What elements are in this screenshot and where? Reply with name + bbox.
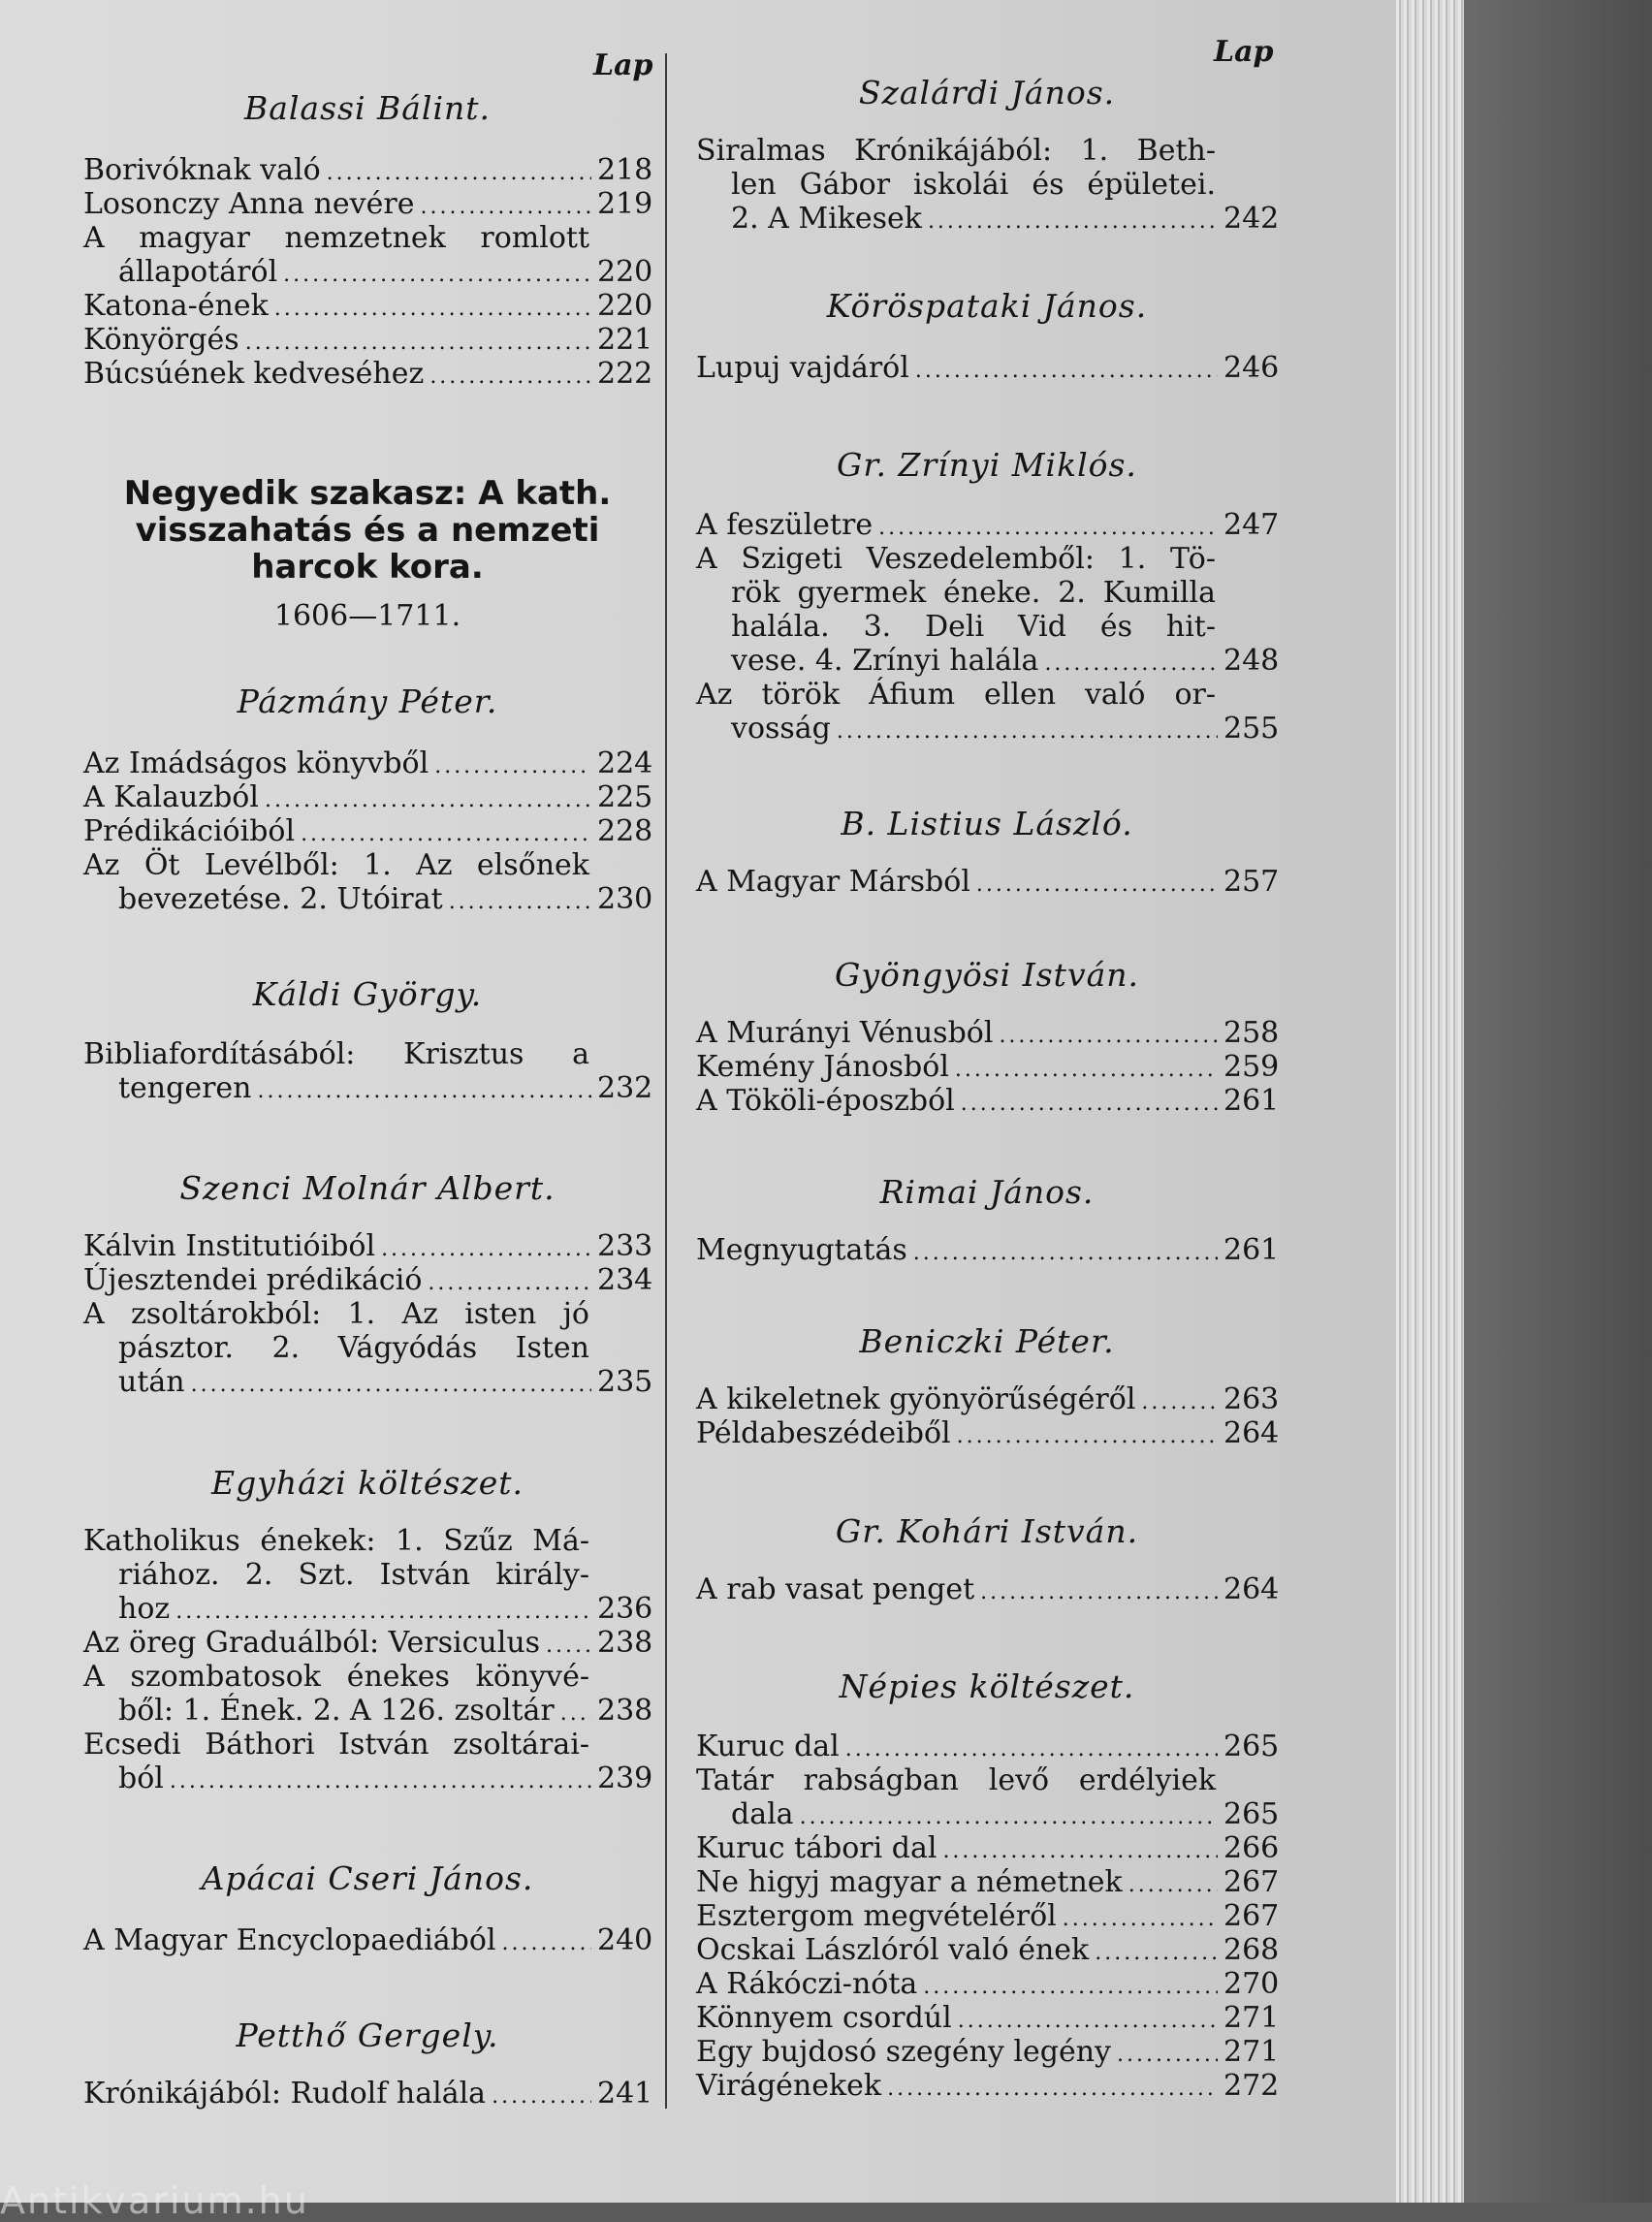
book-gutter (1464, 0, 1652, 2203)
toc-entry: Prédikációiból ..... 228 (83, 814, 651, 851)
section-years: 1606—1711. (273, 599, 461, 633)
author-heading: Balassi Bálint. (243, 89, 492, 127)
toc-entry: Kálvin Institutióiból ..... 233 (83, 1229, 651, 1266)
toc-entry: A szombatosok énekes könyvé- ből: 1. Ének. 2. A 126. zsoltár ..... 238 (83, 1660, 651, 1730)
toc-entry: Búcsúének kedveséhez ..... 222 (83, 357, 651, 394)
author-heading: Népies költészet. (839, 1667, 1135, 1705)
author-heading: Beniczki Péter. (859, 1322, 1115, 1360)
page-label-left: Lap (593, 48, 653, 82)
author-heading: Pázmány Péter. (237, 682, 498, 720)
author-heading: Szenci Molnár Albert. (179, 1169, 556, 1207)
toc-entry: Ocskai Lászlóról való ének ..... 268 (696, 1933, 1278, 1970)
toc-entry: A zsoltárokból: 1. Az isten jó pásztor. 2. Vágyódás Isten után ..... 235 (83, 1297, 651, 1402)
toc-entry: Ecsedi Báthori István zsoltárai- ból ..... 239 (83, 1728, 651, 1798)
toc-entry: A Kalauzból ..... 225 (83, 780, 651, 817)
toc-entry: Siralmas Krónikájából: 1. Beth- len Gábor iskolái és épületei. 2. A Mikesek ..... 242 (696, 134, 1278, 238)
toc-entry: Tatár rabságban levő erdélyiek dala ..... 265 (696, 1763, 1278, 1834)
toc-entry: Losonczy Anna nevére ..... 219 (83, 187, 651, 224)
toc-entry: Az török Áfium ellen való or- vosság ..... 255 (696, 678, 1278, 748)
page-edge (1396, 0, 1464, 2203)
watermark: Antikvarium.hu (0, 2179, 309, 2222)
toc-entry: Kuruc dal ..... 265 (696, 1730, 1278, 1766)
toc-entry: Kuruc tábori dal ..... 266 (696, 1831, 1278, 1868)
toc-entry: Lupuj vajdáról ..... 246 (696, 351, 1278, 388)
toc-entry: Katona-ének ..... 220 (83, 289, 651, 326)
toc-entry: Az Öt Levélből: 1. Az elsőnek bevezetése. 2. Utóirat ..... 230 (83, 848, 651, 919)
toc-entry: Újesztendei prédikáció ..... 234 (83, 1263, 651, 1300)
author-heading: Káldi György. (252, 975, 483, 1013)
toc-entry: Kemény Jánosból ..... 259 (696, 1050, 1278, 1087)
toc-entry: Esztergom megvételéről ..... 267 (696, 1899, 1278, 1936)
section-title: Negyedik szakasz: A kath. visszahatás és a nemzeti harcok kora. (123, 474, 612, 587)
toc-entry: Borivóknak való ..... 218 (83, 153, 651, 190)
toc-entry: Krónikájából: Rudolf halála ..... 241 (83, 2077, 651, 2113)
toc-entry: Megnyugtatás ..... 261 (696, 1233, 1278, 1270)
author-heading: Gyöngyösi István. (834, 956, 1140, 994)
toc-entry: A rab vasat penget ..... 264 (696, 1572, 1278, 1609)
author-heading: Köröspataki János. (826, 287, 1148, 325)
toc-entry: A Tököli-époszból ..... 261 (696, 1084, 1278, 1121)
toc-entry: Az öreg Graduálból: Versiculus ..... 238 (83, 1626, 651, 1663)
author-heading: Gr. Kohári István. (835, 1512, 1139, 1550)
page-label-right: Lap (1214, 35, 1274, 69)
author-heading: Szalárdi János. (858, 74, 1116, 111)
toc-entry: Az Imádságos könyvből ..... 224 (83, 746, 651, 783)
toc-entry: A feszületre ..... 247 (696, 508, 1278, 545)
toc-entry: A Rákóczi-nóta ..... 270 (696, 1967, 1278, 2004)
toc-entry: A magyar nemzetnek romlott állapotáról ..... 220 (83, 221, 651, 292)
toc-entry: Könyörgés ..... 221 (83, 323, 651, 360)
toc-entry: Virágénekek ..... 272 (696, 2069, 1278, 2106)
toc-entry: A Magyar Mársból ..... 257 (696, 865, 1278, 902)
column-divider (665, 53, 667, 2109)
toc-entry: A Murányi Vénusból ..... 258 (696, 1016, 1278, 1053)
toc-entry: Bibliafordításából: Krisztus a tengeren ..... 232 (83, 1037, 651, 1108)
toc-entry: Egy bujdosó szegény legény ..... 271 (696, 2035, 1278, 2072)
toc-entry: Ne higyj magyar a németnek ..... 267 (696, 1865, 1278, 1902)
author-heading: Petthő Gergely. (236, 2016, 499, 2054)
author-heading: B. Listius László. (841, 805, 1133, 842)
toc-entry: A Szigeti Veszedelemből: 1. Tö- rök gyermek éneke. 2. Kumilla halála. 3. Deli Vid és hit- vese. 4. Zrínyi halála ..... 248 (696, 542, 1278, 681)
toc-entry: A kikeletnek gyönyörűségéről ..... 263 (696, 1382, 1278, 1419)
toc-entry: A Magyar Encyclopaediából ..... 240 (83, 1923, 651, 1960)
toc-entry: Könnyem csordúl ..... 271 (696, 2001, 1278, 2038)
toc-entry: Katholikus énekek: 1. Szűz Má- riához. 2. Szt. István király- hoz ..... 236 (83, 1524, 651, 1629)
author-heading: Gr. Zrínyi Miklós. (837, 446, 1137, 484)
author-heading: Rimai János. (879, 1173, 1095, 1211)
author-heading: Apácai Cseri János. (201, 1859, 534, 1897)
author-heading: Egyházi költészet. (210, 1464, 524, 1502)
toc-entry: Példabeszédeiből ..... 264 (696, 1416, 1278, 1453)
